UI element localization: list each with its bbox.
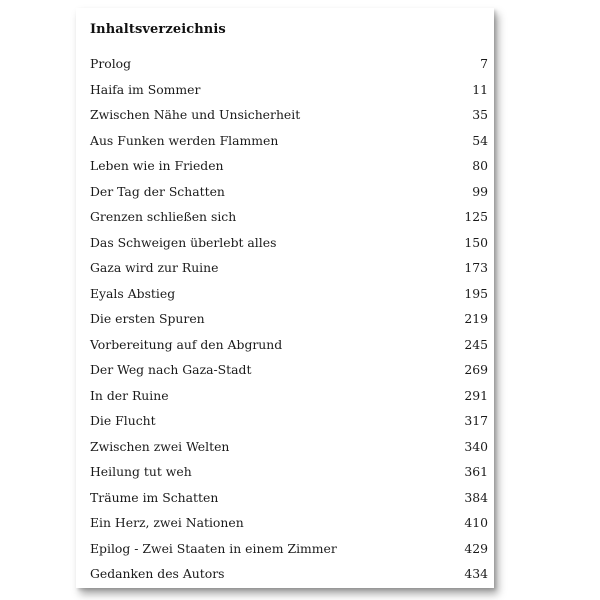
toc-entry [90, 235, 488, 261]
toc-entry [90, 413, 488, 439]
toc-entry-page-number: 269 [464, 362, 488, 377]
toc-entry-title: Eyals Abstieg [90, 285, 176, 301]
toc-entry-title: Vorbereitung auf den Abgrund [90, 336, 283, 352]
toc-entry [90, 337, 488, 363]
toc-entry-title: Der Tag der Schatten [90, 183, 225, 199]
toc-entry [90, 388, 488, 414]
toc-entry-page-number: 7 [480, 56, 488, 71]
toc-entry-page-number: 99 [472, 183, 488, 199]
toc-entry-title: Leben wie in Frieden [90, 158, 224, 173]
toc-entry-page-number: 291 [464, 387, 488, 403]
toc-entry-title: Träume im Schatten [90, 489, 219, 505]
toc-entry-title: Grenzen schließen sich [90, 209, 237, 224]
toc-entry-title: Ein Herz, zwei Nationen [90, 515, 244, 530]
toc-entry [90, 541, 488, 567]
toc-entry-title: Zwischen Nähe und Unsicherheit [90, 107, 301, 122]
toc-list [90, 56, 488, 592]
toc-entry [90, 439, 488, 465]
toc-entry-title: Das Schweigen überlebt alles [90, 234, 277, 250]
toc-entry-title: Die Flucht [90, 413, 156, 428]
toc-entry-title: Prolog [90, 56, 132, 71]
toc-entry [90, 260, 488, 286]
toc-entry [90, 464, 488, 490]
toc-entry-page-number: 317 [464, 413, 488, 428]
toc-entry-page-number: 150 [464, 234, 488, 250]
toc-entry-title: Gedanken des Autors [90, 566, 225, 581]
toc-entry-page-number: 80 [472, 158, 488, 173]
toc-entry [90, 184, 488, 210]
document-page [76, 8, 494, 588]
toc-entry [90, 133, 488, 159]
toc-entry-title: Die ersten Spuren [90, 311, 205, 326]
toc-entry-page-number: 361 [464, 464, 488, 479]
toc-entry-title: Der Weg nach Gaza-Stadt [90, 362, 252, 377]
toc-entry-page-number: 125 [464, 209, 488, 224]
toc-entry-page-number: 195 [464, 285, 488, 301]
toc-entry-title: Zwischen zwei Welten [90, 438, 230, 454]
toc-entry [90, 82, 488, 108]
toc-entry-page-number: 54 [472, 132, 488, 148]
toc-entry-page-number: 245 [464, 336, 488, 352]
toc-entry-page-number: 173 [464, 260, 488, 275]
toc-entry-title: Epilog - Zwei Staaten in einem Zimmer [90, 540, 337, 556]
toc-entry [90, 209, 488, 235]
toc-entry-page-number: 410 [464, 515, 488, 530]
toc-entry-title: In der Ruine [90, 387, 169, 403]
toc-entry-title: Aus Funken werden Flammen [90, 132, 279, 148]
toc-entry-title: Heilung tut weh [90, 464, 192, 479]
toc-entry [90, 515, 488, 541]
toc-entry [90, 566, 488, 592]
toc-entry-page-number: 11 [472, 81, 488, 97]
toc-entry [90, 286, 488, 312]
toc-entry-page-number: 340 [464, 438, 488, 454]
toc-entry-page-number: 219 [464, 311, 488, 326]
toc-entry [90, 107, 488, 133]
toc-entry-page-number: 434 [464, 566, 488, 581]
toc-entry [90, 56, 488, 82]
toc-entry [90, 311, 488, 337]
toc-entry-title: Haifa im Sommer [90, 81, 201, 97]
toc-entry [90, 158, 488, 184]
toc-entry-page-number: 384 [464, 489, 488, 505]
toc-entry-page-number: 35 [472, 107, 488, 122]
toc-heading: Inhaltsverzeichnis [90, 22, 226, 37]
toc-entry [90, 362, 488, 388]
toc-entry-title: Gaza wird zur Ruine [90, 260, 219, 275]
toc-entry [90, 490, 488, 516]
toc-entry-page-number: 429 [464, 540, 488, 556]
